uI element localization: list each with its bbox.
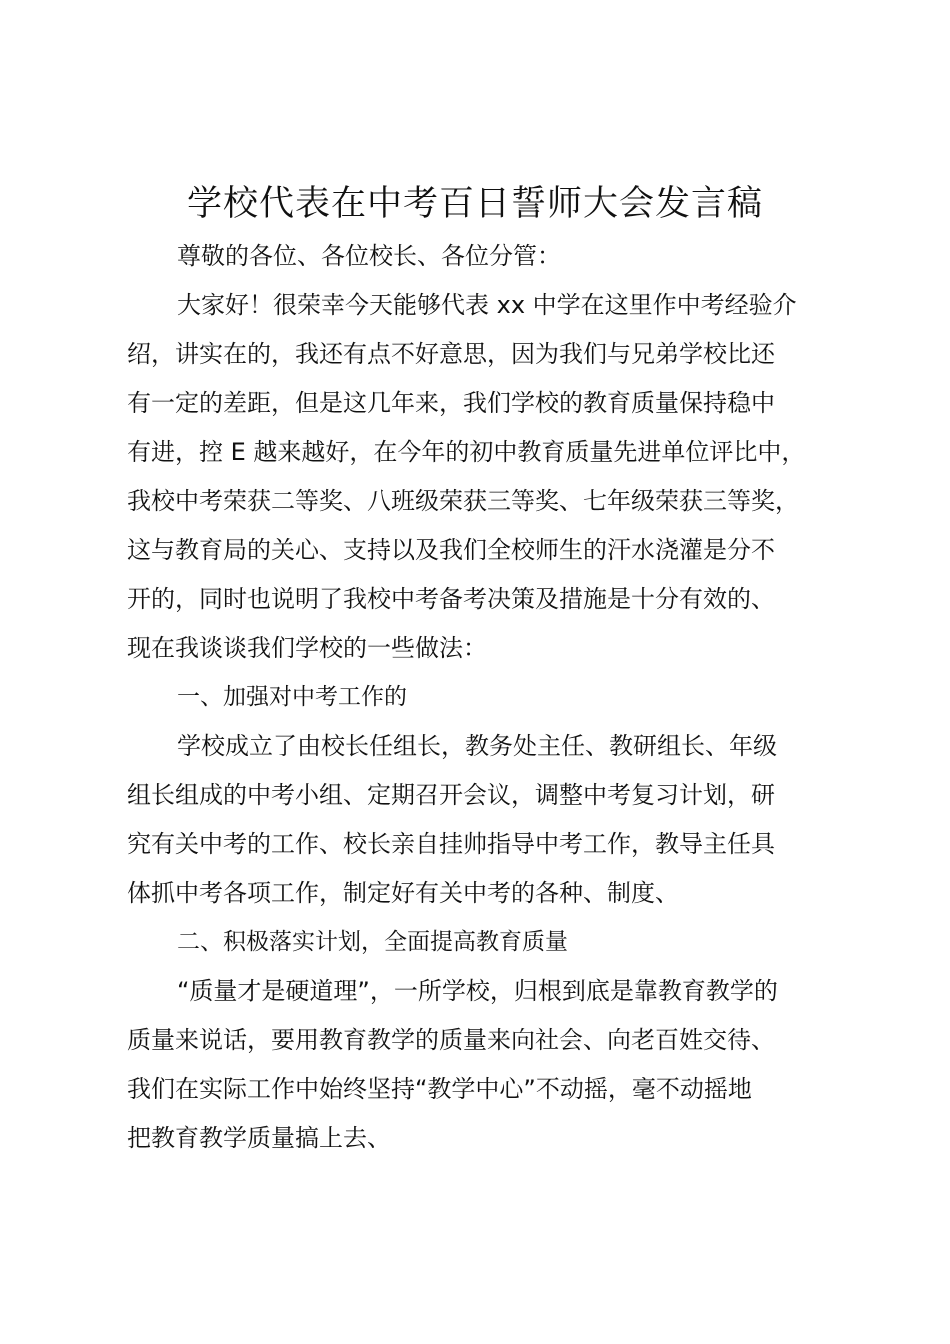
intro-paragraph xyxy=(127,281,857,673)
intro-line-2: 绍，讲实在的，我还有点不好意思，因为我们与兄弟学校比还 xyxy=(127,340,775,368)
intro-line-3: 有一定的差距，但是这几年来，我们学校的教育质量保持稳中 xyxy=(127,389,775,417)
section-1-paragraph xyxy=(127,722,857,918)
section-2-line-2: 质量来说话，要用教育教学的质量来向社会、向老百姓交待、 xyxy=(127,1026,775,1054)
intro-line-5: 我校中考荣获二等奖、八班级荣获三等奖、七年级荣获三等奖， xyxy=(127,487,799,515)
salutation-paragraph xyxy=(127,232,857,281)
section-1-line-3: 究有关中考的工作、校长亲自挂帅指导中考工作，教导主任具 xyxy=(127,830,775,858)
intro-line-1: 大家好！很荣幸今天能够代表 xx 中学在这里作中考经验介 xyxy=(177,291,797,319)
section-2-heading xyxy=(127,918,857,967)
salutation-line: 尊敬的各位、各位校长、各位分管： xyxy=(177,242,561,270)
section-1-heading-text: 一、加强对中考工作的 xyxy=(177,684,407,710)
intro-line-8: 现在我谈谈我们学校的一些做法： xyxy=(127,634,487,662)
section-1-line-2: 组长组成的中考小组、定期召开会议，调整中考复习计划，研 xyxy=(127,781,775,809)
section-2-line-4: 把教育教学质量搞上去、 xyxy=(127,1124,391,1152)
document-title: 学校代表在中考百日誓师大会发言稿 xyxy=(186,184,763,224)
document-body xyxy=(127,232,857,1163)
section-2-paragraph xyxy=(127,967,857,1163)
section-2-line-3: 我们在实际工作中始终坚持“教学中心”不动摇，毫不动摇地 xyxy=(127,1075,752,1103)
section-2-line-1: “质量才是硬道理”，一所学校，归根到底是靠教育教学的 xyxy=(177,977,778,1005)
intro-line-6: 这与教育局的关心、支持以及我们全校师生的汗水浇灌是分不 xyxy=(127,536,775,564)
intro-line-7: 开的，同时也说明了我校中考备考决策及措施是十分有效的、 xyxy=(127,585,775,613)
section-1-line-1: 学校成立了由校长任组长，教务处主任、教研组长、年级 xyxy=(177,732,777,760)
section-1-line-4: 体抓中考各项工作，制定好有关中考的各种、制度、 xyxy=(127,879,679,907)
intro-line-4: 有进，控 E 越来越好，在今年的初中教育质量先进单位评比中， xyxy=(127,438,806,466)
section-1-heading xyxy=(127,673,857,722)
section-2-heading-text: 二、积极落实计划，全面提高教育质量 xyxy=(177,929,568,955)
